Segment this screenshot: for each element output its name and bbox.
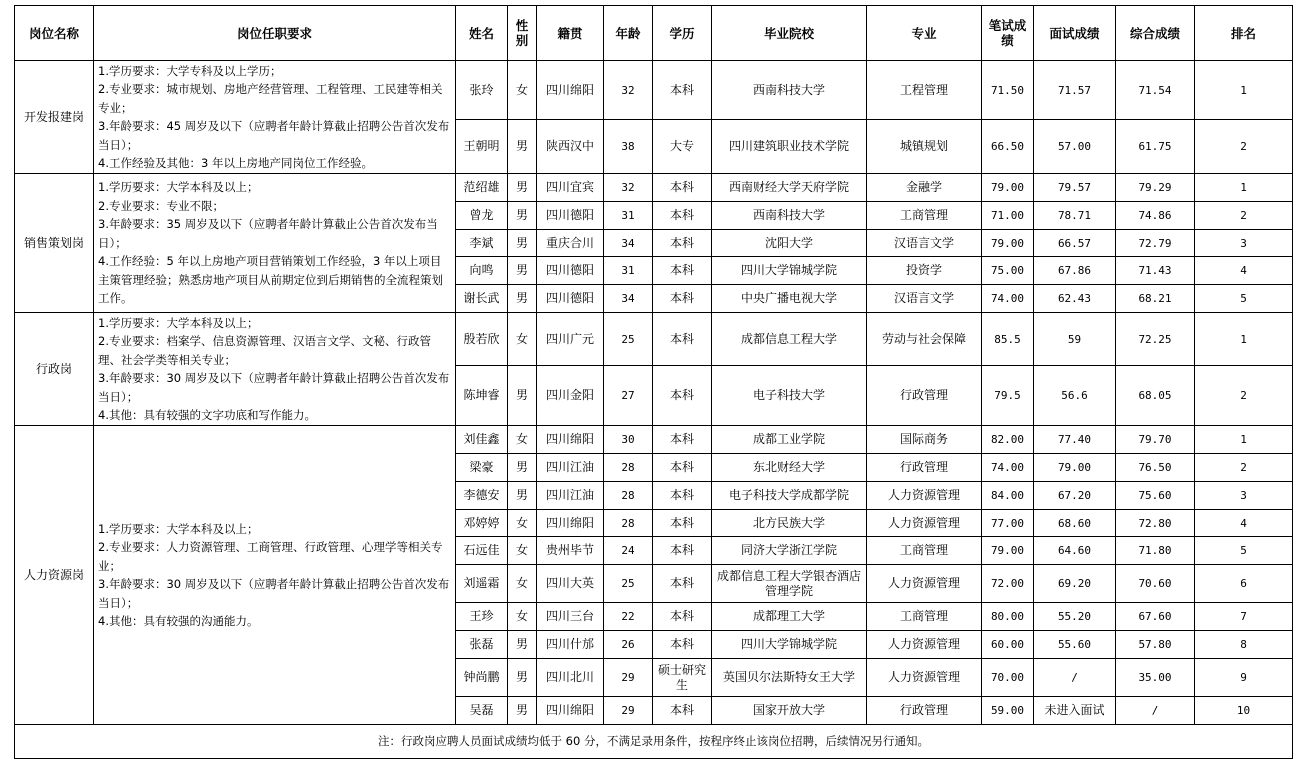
cell-age: 22 bbox=[604, 603, 653, 631]
cell-major: 人力资源管理 bbox=[867, 482, 982, 510]
cell-origin: 四川金阳 bbox=[537, 366, 604, 426]
cell-major: 金融学 bbox=[867, 174, 982, 202]
cell-origin: 陕西汉中 bbox=[537, 120, 604, 174]
cell-interview: 66.57 bbox=[1034, 230, 1116, 257]
candidate-row bbox=[15, 426, 1293, 454]
cell-name: 吴磊 bbox=[456, 697, 508, 725]
cell-written: 71.50 bbox=[982, 61, 1034, 120]
cell-school: 成都工业学院 bbox=[712, 426, 867, 454]
cell-written: 80.00 bbox=[982, 603, 1034, 631]
cell-total: 68.05 bbox=[1116, 366, 1195, 426]
cell-rank: 2 bbox=[1195, 120, 1293, 174]
cell-school: 同济大学浙江学院 bbox=[712, 537, 867, 565]
cell-written: 82.00 bbox=[982, 426, 1034, 454]
requirement-item: 2.专业要求：档案学、信息资源管理、汉语言文学、文秘、行政管理、社会学类等相关专业； bbox=[98, 334, 431, 367]
cell-written: 77.00 bbox=[982, 510, 1034, 537]
cell-school: 四川大学锦城学院 bbox=[712, 631, 867, 659]
cell-interview: 71.57 bbox=[1034, 61, 1116, 120]
cell-gender: 男 bbox=[508, 631, 537, 659]
header-origin: 籍贯 bbox=[537, 6, 604, 61]
cell-written: 72.00 bbox=[982, 565, 1034, 603]
recruitment-results-table bbox=[14, 5, 1293, 759]
cell-major: 工商管理 bbox=[867, 537, 982, 565]
cell-interview: 69.20 bbox=[1034, 565, 1116, 603]
cell-major: 国际商务 bbox=[867, 426, 982, 454]
cell-origin: 四川绵阳 bbox=[537, 510, 604, 537]
requirement-item: 4.其他：具有较强的沟通能力。 bbox=[98, 614, 259, 628]
cell-education: 本科 bbox=[653, 603, 712, 631]
cell-gender: 女 bbox=[508, 61, 537, 120]
header-position: 岗位名称 bbox=[15, 6, 94, 61]
cell-major: 工商管理 bbox=[867, 603, 982, 631]
cell-written: 59.00 bbox=[982, 697, 1034, 725]
position-requirements bbox=[94, 61, 456, 174]
cell-school: 北方民族大学 bbox=[712, 510, 867, 537]
cell-interview: 67.86 bbox=[1034, 257, 1116, 285]
requirement-item: 3.年龄要求：45 周岁及以下（应聘者年龄计算截止招聘公告首次发布当日）； bbox=[98, 119, 450, 152]
cell-origin: 四川绵阳 bbox=[537, 426, 604, 454]
cell-school: 成都理工大学 bbox=[712, 603, 867, 631]
cell-interview: 77.40 bbox=[1034, 426, 1116, 454]
cell-written: 79.00 bbox=[982, 174, 1034, 202]
cell-gender: 男 bbox=[508, 257, 537, 285]
cell-education: 本科 bbox=[653, 565, 712, 603]
cell-education: 硕士研究生 bbox=[653, 659, 712, 697]
cell-total: 76.50 bbox=[1116, 454, 1195, 482]
cell-total: 61.75 bbox=[1116, 120, 1195, 174]
cell-interview: 56.6 bbox=[1034, 366, 1116, 426]
note-row bbox=[15, 725, 1293, 759]
cell-education: 本科 bbox=[653, 510, 712, 537]
cell-gender: 女 bbox=[508, 313, 537, 366]
requirement-item: 1.学历要求：大学专科及以上学历； bbox=[98, 63, 282, 78]
cell-rank: 9 bbox=[1195, 659, 1293, 697]
cell-origin: 四川德阳 bbox=[537, 202, 604, 230]
cell-rank: 2 bbox=[1195, 202, 1293, 230]
cell-total: 57.80 bbox=[1116, 631, 1195, 659]
cell-gender: 男 bbox=[508, 174, 537, 202]
header-requirements: 岗位任职要求 bbox=[94, 6, 456, 61]
cell-major: 汉语言文学 bbox=[867, 285, 982, 313]
cell-total: 72.25 bbox=[1116, 313, 1195, 366]
cell-total: 35.00 bbox=[1116, 659, 1195, 697]
cell-major: 人力资源管理 bbox=[867, 510, 982, 537]
cell-origin: 四川江油 bbox=[537, 482, 604, 510]
cell-rank: 2 bbox=[1195, 454, 1293, 482]
requirement-item: 1.学历要求：大学本科及以上； bbox=[98, 521, 259, 536]
position-name: 行政岗 bbox=[15, 313, 94, 426]
cell-written: 70.00 bbox=[982, 659, 1034, 697]
cell-name: 李德安 bbox=[456, 482, 508, 510]
cell-gender: 男 bbox=[508, 230, 537, 257]
cell-age: 27 bbox=[604, 366, 653, 426]
cell-interview: 59 bbox=[1034, 313, 1116, 366]
cell-total: 71.80 bbox=[1116, 537, 1195, 565]
requirement-item: 3.年龄要求：30 周岁及以下（应聘者年龄计算截止招聘公告首次发布当日）； bbox=[98, 577, 450, 610]
cell-education: 大专 bbox=[653, 120, 712, 174]
header-interview: 面试成绩 bbox=[1034, 6, 1116, 61]
cell-age: 29 bbox=[604, 697, 653, 725]
cell-gender: 女 bbox=[508, 426, 537, 454]
cell-school: 西南科技大学 bbox=[712, 61, 867, 120]
cell-rank: 3 bbox=[1195, 230, 1293, 257]
cell-rank: 8 bbox=[1195, 631, 1293, 659]
header-major: 专业 bbox=[867, 6, 982, 61]
cell-age: 30 bbox=[604, 426, 653, 454]
cell-interview: 55.60 bbox=[1034, 631, 1116, 659]
cell-education: 本科 bbox=[653, 174, 712, 202]
cell-name: 刘遥霜 bbox=[456, 565, 508, 603]
candidate-row bbox=[15, 174, 1293, 202]
cell-major: 人力资源管理 bbox=[867, 659, 982, 697]
cell-major: 人力资源管理 bbox=[867, 631, 982, 659]
position-name: 人力资源岗 bbox=[15, 426, 94, 725]
cell-interview: / bbox=[1034, 659, 1116, 697]
cell-interview: 62.43 bbox=[1034, 285, 1116, 313]
cell-school: 电子科技大学成都学院 bbox=[712, 482, 867, 510]
cell-education: 本科 bbox=[653, 537, 712, 565]
cell-education: 本科 bbox=[653, 61, 712, 120]
cell-major: 工程管理 bbox=[867, 61, 982, 120]
cell-name: 石远佳 bbox=[456, 537, 508, 565]
cell-written: 66.50 bbox=[982, 120, 1034, 174]
cell-gender: 女 bbox=[508, 603, 537, 631]
cell-origin: 贵州毕节 bbox=[537, 537, 604, 565]
cell-total: 71.43 bbox=[1116, 257, 1195, 285]
header-written: 笔试成绩 bbox=[982, 6, 1034, 61]
cell-gender: 男 bbox=[508, 285, 537, 313]
cell-interview: 68.60 bbox=[1034, 510, 1116, 537]
cell-gender: 女 bbox=[508, 537, 537, 565]
position-requirements bbox=[94, 426, 456, 725]
cell-total: 74.86 bbox=[1116, 202, 1195, 230]
cell-name: 范绍雄 bbox=[456, 174, 508, 202]
cell-name: 王珍 bbox=[456, 603, 508, 631]
candidate-row bbox=[15, 61, 1293, 120]
cell-interview: 未进入面试 bbox=[1034, 697, 1116, 725]
cell-school: 东北财经大学 bbox=[712, 454, 867, 482]
cell-school: 西南财经大学天府学院 bbox=[712, 174, 867, 202]
cell-origin: 四川德阳 bbox=[537, 285, 604, 313]
cell-origin: 四川广元 bbox=[537, 313, 604, 366]
position-requirements bbox=[94, 313, 456, 426]
cell-origin: 四川绵阳 bbox=[537, 61, 604, 120]
cell-education: 本科 bbox=[653, 426, 712, 454]
cell-written: 75.00 bbox=[982, 257, 1034, 285]
position-requirements bbox=[94, 174, 456, 313]
cell-name: 张磊 bbox=[456, 631, 508, 659]
cell-education: 本科 bbox=[653, 366, 712, 426]
cell-age: 25 bbox=[604, 313, 653, 366]
footnote: 注：行政岗应聘人员面试成绩均低于 60 分，不满足录用条件，按程序终止该岗位招聘，后续情况另行通知。 bbox=[15, 725, 1293, 759]
cell-origin: 四川北川 bbox=[537, 659, 604, 697]
cell-age: 28 bbox=[604, 510, 653, 537]
cell-gender: 男 bbox=[508, 366, 537, 426]
cell-major: 劳动与社会保障 bbox=[867, 313, 982, 366]
cell-name: 陈坤睿 bbox=[456, 366, 508, 426]
cell-age: 32 bbox=[604, 174, 653, 202]
cell-education: 本科 bbox=[653, 697, 712, 725]
cell-interview: 64.60 bbox=[1034, 537, 1116, 565]
cell-age: 24 bbox=[604, 537, 653, 565]
cell-rank: 1 bbox=[1195, 174, 1293, 202]
cell-origin: 四川江油 bbox=[537, 454, 604, 482]
cell-interview: 67.20 bbox=[1034, 482, 1116, 510]
requirement-item: 3.年龄要求：30 周岁及以下（应聘者年龄计算截止招聘公告首次发布当日）； bbox=[98, 371, 450, 404]
cell-written: 79.00 bbox=[982, 537, 1034, 565]
requirement-item: 4.其他：具有较强的文字功底和写作能力。 bbox=[98, 408, 316, 422]
candidate-row bbox=[15, 313, 1293, 366]
cell-total: 79.70 bbox=[1116, 426, 1195, 454]
cell-school: 四川建筑职业技术学院 bbox=[712, 120, 867, 174]
cell-school: 电子科技大学 bbox=[712, 366, 867, 426]
header-row bbox=[15, 6, 1293, 61]
requirement-item: 3.年龄要求：35 周岁及以下（应聘者年龄计算截止公告首次发布当日）； bbox=[98, 217, 438, 250]
requirement-item: 4.工作经验及其他：3 年以上房地产同岗位工作经验。 bbox=[98, 156, 373, 170]
cell-total: 71.54 bbox=[1116, 61, 1195, 120]
cell-interview: 55.20 bbox=[1034, 603, 1116, 631]
cell-origin: 四川德阳 bbox=[537, 257, 604, 285]
cell-origin: 四川什邡 bbox=[537, 631, 604, 659]
cell-written: 71.00 bbox=[982, 202, 1034, 230]
cell-major: 城镇规划 bbox=[867, 120, 982, 174]
cell-name: 钟尚鹏 bbox=[456, 659, 508, 697]
cell-gender: 男 bbox=[508, 202, 537, 230]
cell-age: 38 bbox=[604, 120, 653, 174]
cell-gender: 女 bbox=[508, 510, 537, 537]
cell-total: 72.79 bbox=[1116, 230, 1195, 257]
requirement-item: 2.专业要求：专业不限； bbox=[98, 198, 224, 213]
cell-age: 28 bbox=[604, 482, 653, 510]
cell-rank: 4 bbox=[1195, 257, 1293, 285]
cell-rank: 1 bbox=[1195, 426, 1293, 454]
cell-age: 25 bbox=[604, 565, 653, 603]
cell-education: 本科 bbox=[653, 482, 712, 510]
cell-written: 74.00 bbox=[982, 454, 1034, 482]
cell-gender: 男 bbox=[508, 120, 537, 174]
header-gender: 性别 bbox=[508, 6, 537, 61]
cell-rank: 1 bbox=[1195, 313, 1293, 366]
cell-rank: 2 bbox=[1195, 366, 1293, 426]
cell-rank: 5 bbox=[1195, 537, 1293, 565]
header-age: 年龄 bbox=[604, 6, 653, 61]
cell-school: 西南科技大学 bbox=[712, 202, 867, 230]
cell-name: 殷若欣 bbox=[456, 313, 508, 366]
cell-rank: 6 bbox=[1195, 565, 1293, 603]
cell-major: 人力资源管理 bbox=[867, 565, 982, 603]
cell-education: 本科 bbox=[653, 631, 712, 659]
cell-school: 成都信息工程大学银杏酒店管理学院 bbox=[712, 565, 867, 603]
position-name: 开发报建岗 bbox=[15, 61, 94, 174]
cell-name: 向鸣 bbox=[456, 257, 508, 285]
cell-name: 王朝明 bbox=[456, 120, 508, 174]
cell-age: 31 bbox=[604, 257, 653, 285]
cell-total: 79.29 bbox=[1116, 174, 1195, 202]
cell-name: 梁豪 bbox=[456, 454, 508, 482]
cell-written: 74.00 bbox=[982, 285, 1034, 313]
cell-gender: 男 bbox=[508, 697, 537, 725]
cell-gender: 男 bbox=[508, 482, 537, 510]
cell-interview: 79.00 bbox=[1034, 454, 1116, 482]
cell-education: 本科 bbox=[653, 230, 712, 257]
cell-origin: 四川绵阳 bbox=[537, 697, 604, 725]
requirement-item: 2.专业要求：城市规划、房地产经营管理、工程管理、工民建等相关专业； bbox=[98, 82, 443, 115]
cell-age: 31 bbox=[604, 202, 653, 230]
cell-gender: 男 bbox=[508, 659, 537, 697]
position-name: 销售策划岗 bbox=[15, 174, 94, 313]
cell-gender: 男 bbox=[508, 454, 537, 482]
cell-name: 邓婷婷 bbox=[456, 510, 508, 537]
cell-education: 本科 bbox=[653, 202, 712, 230]
cell-interview: 57.00 bbox=[1034, 120, 1116, 174]
cell-origin: 四川大英 bbox=[537, 565, 604, 603]
cell-name: 刘佳鑫 bbox=[456, 426, 508, 454]
cell-gender: 女 bbox=[508, 565, 537, 603]
cell-origin: 四川三台 bbox=[537, 603, 604, 631]
cell-rank: 4 bbox=[1195, 510, 1293, 537]
header-name: 姓名 bbox=[456, 6, 508, 61]
cell-school: 中央广播电视大学 bbox=[712, 285, 867, 313]
cell-age: 26 bbox=[604, 631, 653, 659]
cell-origin: 重庆合川 bbox=[537, 230, 604, 257]
cell-age: 29 bbox=[604, 659, 653, 697]
cell-major: 投资学 bbox=[867, 257, 982, 285]
header-education: 学历 bbox=[653, 6, 712, 61]
cell-education: 本科 bbox=[653, 257, 712, 285]
cell-major: 行政管理 bbox=[867, 366, 982, 426]
cell-major: 工商管理 bbox=[867, 202, 982, 230]
cell-rank: 3 bbox=[1195, 482, 1293, 510]
cell-name: 曾龙 bbox=[456, 202, 508, 230]
cell-rank: 7 bbox=[1195, 603, 1293, 631]
cell-school: 沈阳大学 bbox=[712, 230, 867, 257]
cell-total: 75.60 bbox=[1116, 482, 1195, 510]
cell-major: 行政管理 bbox=[867, 454, 982, 482]
cell-total: / bbox=[1116, 697, 1195, 725]
cell-total: 68.21 bbox=[1116, 285, 1195, 313]
cell-written: 79.00 bbox=[982, 230, 1034, 257]
cell-total: 72.80 bbox=[1116, 510, 1195, 537]
requirement-item: 4.工作经验：5 年以上房地产项目营销策划工作经验，3 年以上项目主策管理经验；熟悉房地产项目从前期定位到后期销售的全流程策划工作。 bbox=[98, 254, 443, 306]
cell-rank: 10 bbox=[1195, 697, 1293, 725]
cell-rank: 1 bbox=[1195, 61, 1293, 120]
cell-school: 国家开放大学 bbox=[712, 697, 867, 725]
header-rank: 排名 bbox=[1195, 6, 1293, 61]
cell-rank: 5 bbox=[1195, 285, 1293, 313]
cell-interview: 79.57 bbox=[1034, 174, 1116, 202]
cell-school: 英国贝尔法斯特女王大学 bbox=[712, 659, 867, 697]
cell-age: 34 bbox=[604, 285, 653, 313]
cell-written: 85.5 bbox=[982, 313, 1034, 366]
requirement-item: 1.学历要求：大学本科及以上； bbox=[98, 315, 259, 330]
cell-age: 34 bbox=[604, 230, 653, 257]
cell-total: 70.60 bbox=[1116, 565, 1195, 603]
cell-name: 谢长武 bbox=[456, 285, 508, 313]
cell-origin: 四川宜宾 bbox=[537, 174, 604, 202]
cell-major: 行政管理 bbox=[867, 697, 982, 725]
cell-education: 本科 bbox=[653, 285, 712, 313]
cell-major: 汉语言文学 bbox=[867, 230, 982, 257]
header-school: 毕业院校 bbox=[712, 6, 867, 61]
cell-written: 84.00 bbox=[982, 482, 1034, 510]
cell-school: 四川大学锦城学院 bbox=[712, 257, 867, 285]
cell-education: 本科 bbox=[653, 313, 712, 366]
cell-name: 李斌 bbox=[456, 230, 508, 257]
cell-age: 32 bbox=[604, 61, 653, 120]
cell-written: 60.00 bbox=[982, 631, 1034, 659]
cell-total: 67.60 bbox=[1116, 603, 1195, 631]
cell-interview: 78.71 bbox=[1034, 202, 1116, 230]
header-total: 综合成绩 bbox=[1116, 6, 1195, 61]
requirement-item: 2.专业要求：人力资源管理、工商管理、行政管理、心理学等相关专业； bbox=[98, 540, 443, 573]
requirement-item: 1.学历要求：大学本科及以上； bbox=[98, 180, 259, 195]
cell-written: 79.5 bbox=[982, 366, 1034, 426]
cell-education: 本科 bbox=[653, 454, 712, 482]
cell-age: 28 bbox=[604, 454, 653, 482]
cell-name: 张玲 bbox=[456, 61, 508, 120]
cell-school: 成都信息工程大学 bbox=[712, 313, 867, 366]
